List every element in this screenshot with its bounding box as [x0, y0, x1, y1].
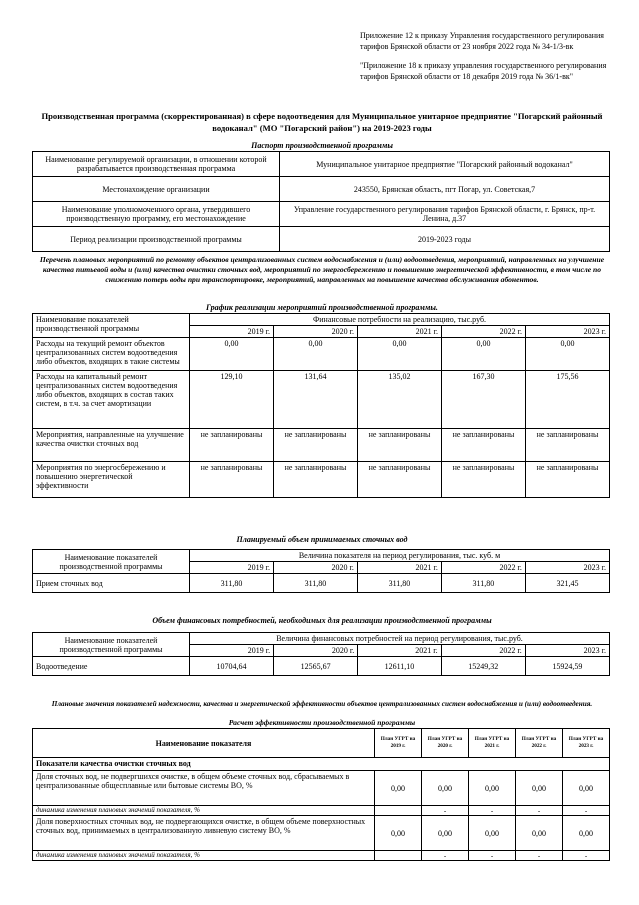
- row-label: Мероприятия, направленные на улучшение качества очистки сточных вод: [33, 429, 190, 462]
- cell-value: не запланированы: [526, 462, 610, 498]
- cell-value: -: [469, 806, 516, 816]
- finance-col-group: Величина финансовых потребностей на период регулирования, тыс.руб.: [190, 633, 610, 645]
- volume-table: [32, 549, 610, 593]
- cell-value: [375, 851, 422, 861]
- cell-value: -: [516, 806, 563, 816]
- volume-heading: Планируемый объем принимаемых сточных вод: [236, 535, 408, 544]
- cell-value: не запланированы: [358, 429, 442, 462]
- plan-year-header: План УГРТ на 2022 г.: [516, 729, 563, 758]
- cell-value: 0,00: [422, 771, 469, 806]
- measures-col-group: Финансовые потребности на реализацию, тыс.руб.: [190, 314, 610, 326]
- passport-value: Управление государственного регулирования тарифов Брянской области, г. Брянск, пр-т. Ленина, д.37: [280, 202, 610, 227]
- cell-value: 321,45: [525, 574, 609, 593]
- passport-value: 2019-2023 годы: [280, 227, 610, 252]
- year-header: 2022 г.: [441, 562, 525, 574]
- cell-value: 15924,59: [525, 657, 609, 676]
- row-label: Расходы на текущий ремонт объектов централизованных систем водоотведения либо объектов, входящих в такие системы: [33, 338, 190, 371]
- cell-value: 311,80: [190, 574, 274, 593]
- row-label: Доля поверхностных сточных вод, не подвергающихся очистке, в общем объеме поверхностных сточных вод, принимаемых в централизованную ливневую систему ВО, %: [33, 816, 375, 851]
- cell-value: -: [422, 806, 469, 816]
- appendix-header: [360, 30, 610, 90]
- row-label: Водоотведение: [33, 657, 190, 676]
- cell-value: 0,00: [563, 816, 610, 851]
- passport-value: 243550, Брянская область, пгт Погар, ул. Советская,7: [280, 177, 610, 202]
- passport-label: Наименование уполномоченного органа, утвердившего производственную программу, его местонахождение: [33, 202, 280, 227]
- passport-row: [33, 202, 610, 227]
- table-row: [33, 657, 610, 676]
- table-row: [33, 771, 610, 806]
- cell-value: 12565,67: [274, 657, 358, 676]
- volume-col-label: Наименование показателей производственной программы: [33, 550, 190, 574]
- cell-value: 131,64: [274, 371, 358, 429]
- passport-label: Местонахождение организации: [33, 177, 280, 202]
- cell-value: 0,00: [516, 771, 563, 806]
- cell-value: не запланированы: [526, 429, 610, 462]
- cell-value: не запланированы: [274, 429, 358, 462]
- year-header: 2023 г.: [526, 326, 610, 338]
- row-label: Расходы на капитальный ремонт централизованных систем водоотведения либо объектов, входящих в состав таких систем, в т.ч. за счет амортизации: [33, 371, 190, 429]
- year-header: 2020 г.: [274, 326, 358, 338]
- cell-value: 15249,32: [441, 657, 525, 676]
- cell-value: 0,00: [375, 816, 422, 851]
- cell-value: 0,00: [274, 338, 358, 371]
- cell-value: 12611,10: [358, 657, 441, 676]
- cell-value: не запланированы: [442, 429, 526, 462]
- cell-value: не запланированы: [442, 462, 526, 498]
- cell-value: 0,00: [190, 338, 274, 371]
- efficiency-section: Показатели качества очистки сточных вод: [33, 758, 610, 771]
- efficiency-table: [32, 728, 610, 861]
- measures-col-label: Наименование показателей производственной программы: [33, 314, 190, 338]
- row-label: динамика изменения плановых значений показателя, %: [33, 806, 375, 816]
- cell-value: -: [422, 851, 469, 861]
- table-row: [33, 371, 610, 429]
- table-row: [33, 574, 610, 593]
- cell-value: 0,00: [526, 338, 610, 371]
- year-header: 2023 г.: [525, 645, 609, 657]
- year-header: 2020 г.: [274, 645, 358, 657]
- cell-value: [375, 806, 422, 816]
- finance-table: [32, 632, 610, 676]
- row-label: динамика изменения плановых значений показателя, %: [33, 851, 375, 861]
- efficiency-heading: Плановые значения показателей надежности, качества и энергетической эффективности объектов централизованных систем водоснабжения и (или) водоотведения.: [51, 700, 593, 708]
- year-header: 2021 г.: [358, 326, 442, 338]
- row-label: Прием сточных вод: [33, 574, 190, 593]
- document-title: Производственная программа (скорректированная) в сфере водоотведения для Муниципальное унитарное предприятие "Погарский районный водоканал" (МО "Погарский район") на 2019-2023 годы: [41, 111, 603, 133]
- cell-value: 10704,64: [190, 657, 274, 676]
- year-header: 2019 г.: [190, 562, 274, 574]
- cell-value: 175,56: [526, 371, 610, 429]
- measures-heading: Перечень плановых мероприятий по ремонту объектов централизованных систем водоснабжения и (или) водоотведения, мероприятий, направленных на улучшение качества питьевой воды и (или) качества очистки сточных вод, мероприятий по энергосбережению и повышению энергетической эффективности, в том числе по снижению потерь воды при транспортировке, мероприятий, направленных на повышение качества обслуживания абонентов.: [39, 255, 605, 284]
- row-label: Доля сточных вод, не подвергшихся очистке, в общем объеме сточных вод, сбрасываемых в централизованные общесплавные или бытовые системы ВО, %: [33, 771, 375, 806]
- passport-row: [33, 177, 610, 202]
- plan-year-header: План УГРТ на 2020 г.: [422, 729, 469, 758]
- cell-value: не запланированы: [190, 462, 274, 498]
- plan-year-header: План УГРТ на 2019 г.: [375, 729, 422, 758]
- passport-row: [33, 227, 610, 252]
- cell-value: не запланированы: [274, 462, 358, 498]
- passport-value: Муниципальное унитарное предприятие "Погарский районный водоканал": [280, 152, 610, 177]
- year-header: 2021 г.: [357, 562, 441, 574]
- year-header: 2022 г.: [442, 326, 526, 338]
- volume-col-group: Величина показателя на период регулирования, тыс. куб. м: [190, 550, 610, 562]
- cell-value: -: [563, 806, 610, 816]
- year-header: 2023 г.: [525, 562, 609, 574]
- table-row: [33, 851, 610, 861]
- cell-value: 129,10: [190, 371, 274, 429]
- table-row: [33, 338, 610, 371]
- table-row: [33, 462, 610, 498]
- table-row: [33, 816, 610, 851]
- year-header: 2019 г.: [190, 326, 274, 338]
- cell-value: не запланированы: [358, 462, 442, 498]
- passport-label: Период реализации производственной программы: [33, 227, 280, 252]
- year-header: 2021 г.: [358, 645, 441, 657]
- measures-subheading: График реализации мероприятий производственной программы.: [206, 303, 438, 312]
- passport-row: [33, 152, 610, 177]
- efficiency-col-label: Наименование показателя: [33, 729, 375, 758]
- cell-value: 0,00: [563, 771, 610, 806]
- appendix-line-1: Приложение 12 к приказу Управления государственного регулирования тарифов Брянской области от 23 ноября 2022 года № 34-1/3-вк: [360, 31, 604, 51]
- measures-table: [32, 313, 610, 498]
- cell-value: 0,00: [422, 816, 469, 851]
- cell-value: 135,02: [358, 371, 442, 429]
- table-row: [33, 429, 610, 462]
- cell-value: -: [516, 851, 563, 861]
- cell-value: 311,80: [273, 574, 357, 593]
- appendix-line-2: "Приложение 18 к приказу управления государственного регулирования тарифов Брянской области от 18 декабря 2019 года № 36/1-вк": [360, 61, 607, 81]
- efficiency-subheading: Расчет эффективности производственной программы: [228, 718, 416, 727]
- cell-value: -: [563, 851, 610, 861]
- finance-col-label: Наименование показателей производственной программы: [33, 633, 190, 657]
- year-header: 2020 г.: [273, 562, 357, 574]
- plan-year-header: План УГРТ на 2023 г.: [563, 729, 610, 758]
- plan-year-header: План УГРТ на 2021 г.: [469, 729, 516, 758]
- cell-value: не запланированы: [190, 429, 274, 462]
- passport-label: Наименование регулируемой организации, в отношении которой разрабатывается производственная программа: [33, 152, 280, 177]
- finance-heading: Объем финансовых потребностей, необходимых для реализации производственной программы: [152, 616, 492, 625]
- cell-value: -: [469, 851, 516, 861]
- cell-value: 0,00: [516, 816, 563, 851]
- row-label: Мероприятия по энергосбережению и повышению энергетической эффективности: [33, 462, 190, 498]
- cell-value: 0,00: [375, 771, 422, 806]
- cell-value: 167,30: [442, 371, 526, 429]
- cell-value: 311,80: [357, 574, 441, 593]
- cell-value: 0,00: [469, 816, 516, 851]
- year-header: 2022 г.: [441, 645, 525, 657]
- passport-table: [32, 151, 610, 252]
- year-header: 2019 г.: [190, 645, 274, 657]
- cell-value: 311,80: [441, 574, 525, 593]
- table-row: [33, 806, 610, 816]
- passport-heading: Паспорт производственной программы: [251, 141, 393, 150]
- cell-value: 0,00: [358, 338, 442, 371]
- cell-value: 0,00: [469, 771, 516, 806]
- cell-value: 0,00: [442, 338, 526, 371]
